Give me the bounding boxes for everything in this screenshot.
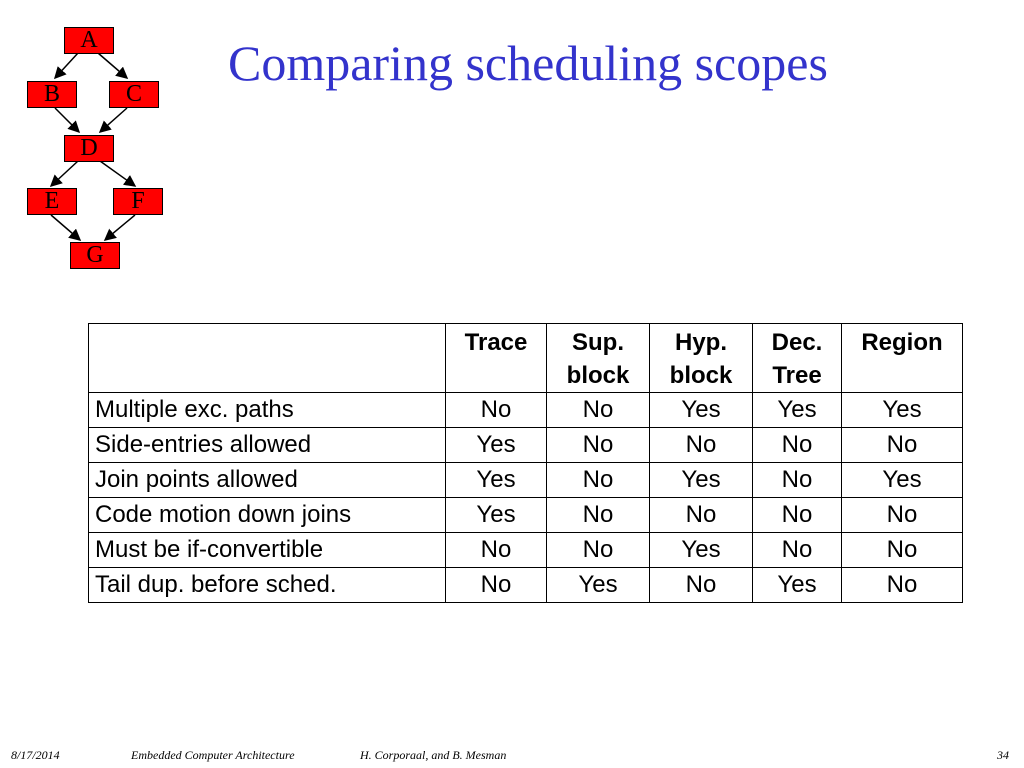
edge-a-b — [55, 53, 78, 78]
node-b: B — [27, 81, 77, 108]
footer-course: Embedded Computer Architecture — [131, 748, 295, 762]
table-cell: No — [842, 568, 963, 603]
table-cell: No — [446, 533, 547, 568]
table-row — [89, 498, 963, 533]
table-cell: Yes — [446, 463, 547, 498]
table-cell: No — [650, 498, 753, 533]
node-g: G — [70, 242, 120, 269]
table-cell: Yes — [650, 393, 753, 428]
header-trace: Trace — [446, 324, 547, 393]
table-cell: No — [753, 463, 842, 498]
node-d: D — [64, 135, 114, 162]
edge-b-d — [55, 108, 79, 132]
header-corner — [89, 324, 446, 393]
table-cell: No — [753, 533, 842, 568]
table-cell: Yes — [547, 568, 650, 603]
table-cell: No — [547, 393, 650, 428]
row-label: Code motion down joins — [89, 498, 446, 533]
row-label: Must be if-convertible — [89, 533, 446, 568]
header-sup-block: Sup. block — [547, 324, 650, 393]
table-cell: No — [446, 568, 547, 603]
table-cell: No — [753, 498, 842, 533]
table-cell: Yes — [842, 393, 963, 428]
table-cell: No — [842, 533, 963, 568]
table-header-row — [89, 324, 963, 393]
table-row — [89, 428, 963, 463]
table-cell: Yes — [842, 463, 963, 498]
table-cell: No — [446, 393, 547, 428]
node-e: E — [27, 188, 77, 215]
edge-c-d — [100, 108, 127, 132]
table-cell: No — [547, 533, 650, 568]
row-label: Multiple exc. paths — [89, 393, 446, 428]
table-cell: No — [753, 428, 842, 463]
comparison-table — [88, 323, 963, 603]
node-f: F — [113, 188, 163, 215]
table-row — [89, 463, 963, 498]
header-region: Region — [842, 324, 963, 393]
table-cell: Yes — [753, 568, 842, 603]
node-c: C — [109, 81, 159, 108]
table-cell: No — [842, 498, 963, 533]
row-label: Side-entries allowed — [89, 428, 446, 463]
footer-date: 8/17/2014 — [11, 748, 60, 762]
table-row — [89, 568, 963, 603]
header-hyp-block: Hyp. block — [650, 324, 753, 393]
edge-d-e — [51, 161, 78, 186]
node-a: A — [64, 27, 114, 54]
edge-a-c — [98, 53, 127, 78]
table-cell: Yes — [753, 393, 842, 428]
footer-authors: H. Corporaal, and B. Mesman — [360, 748, 507, 762]
edge-d-f — [100, 161, 135, 186]
row-label: Join points allowed — [89, 463, 446, 498]
table-cell: Yes — [446, 498, 547, 533]
edge-f-g — [105, 215, 135, 240]
header-dec-tree: Dec. Tree — [753, 324, 842, 393]
table-cell: No — [650, 568, 753, 603]
edge-e-g — [51, 215, 80, 240]
table-cell: Yes — [446, 428, 547, 463]
table-cell: No — [547, 498, 650, 533]
table-cell: No — [547, 428, 650, 463]
table-cell: No — [547, 463, 650, 498]
footer-page-number: 34 — [997, 748, 1009, 762]
row-label: Tail dup. before sched. — [89, 568, 446, 603]
table-cell: Yes — [650, 533, 753, 568]
table-row — [89, 533, 963, 568]
slide-title: Comparing scheduling scopes — [228, 35, 828, 91]
table-cell: No — [842, 428, 963, 463]
table-row — [89, 393, 963, 428]
table-cell: Yes — [650, 463, 753, 498]
table-cell: No — [650, 428, 753, 463]
